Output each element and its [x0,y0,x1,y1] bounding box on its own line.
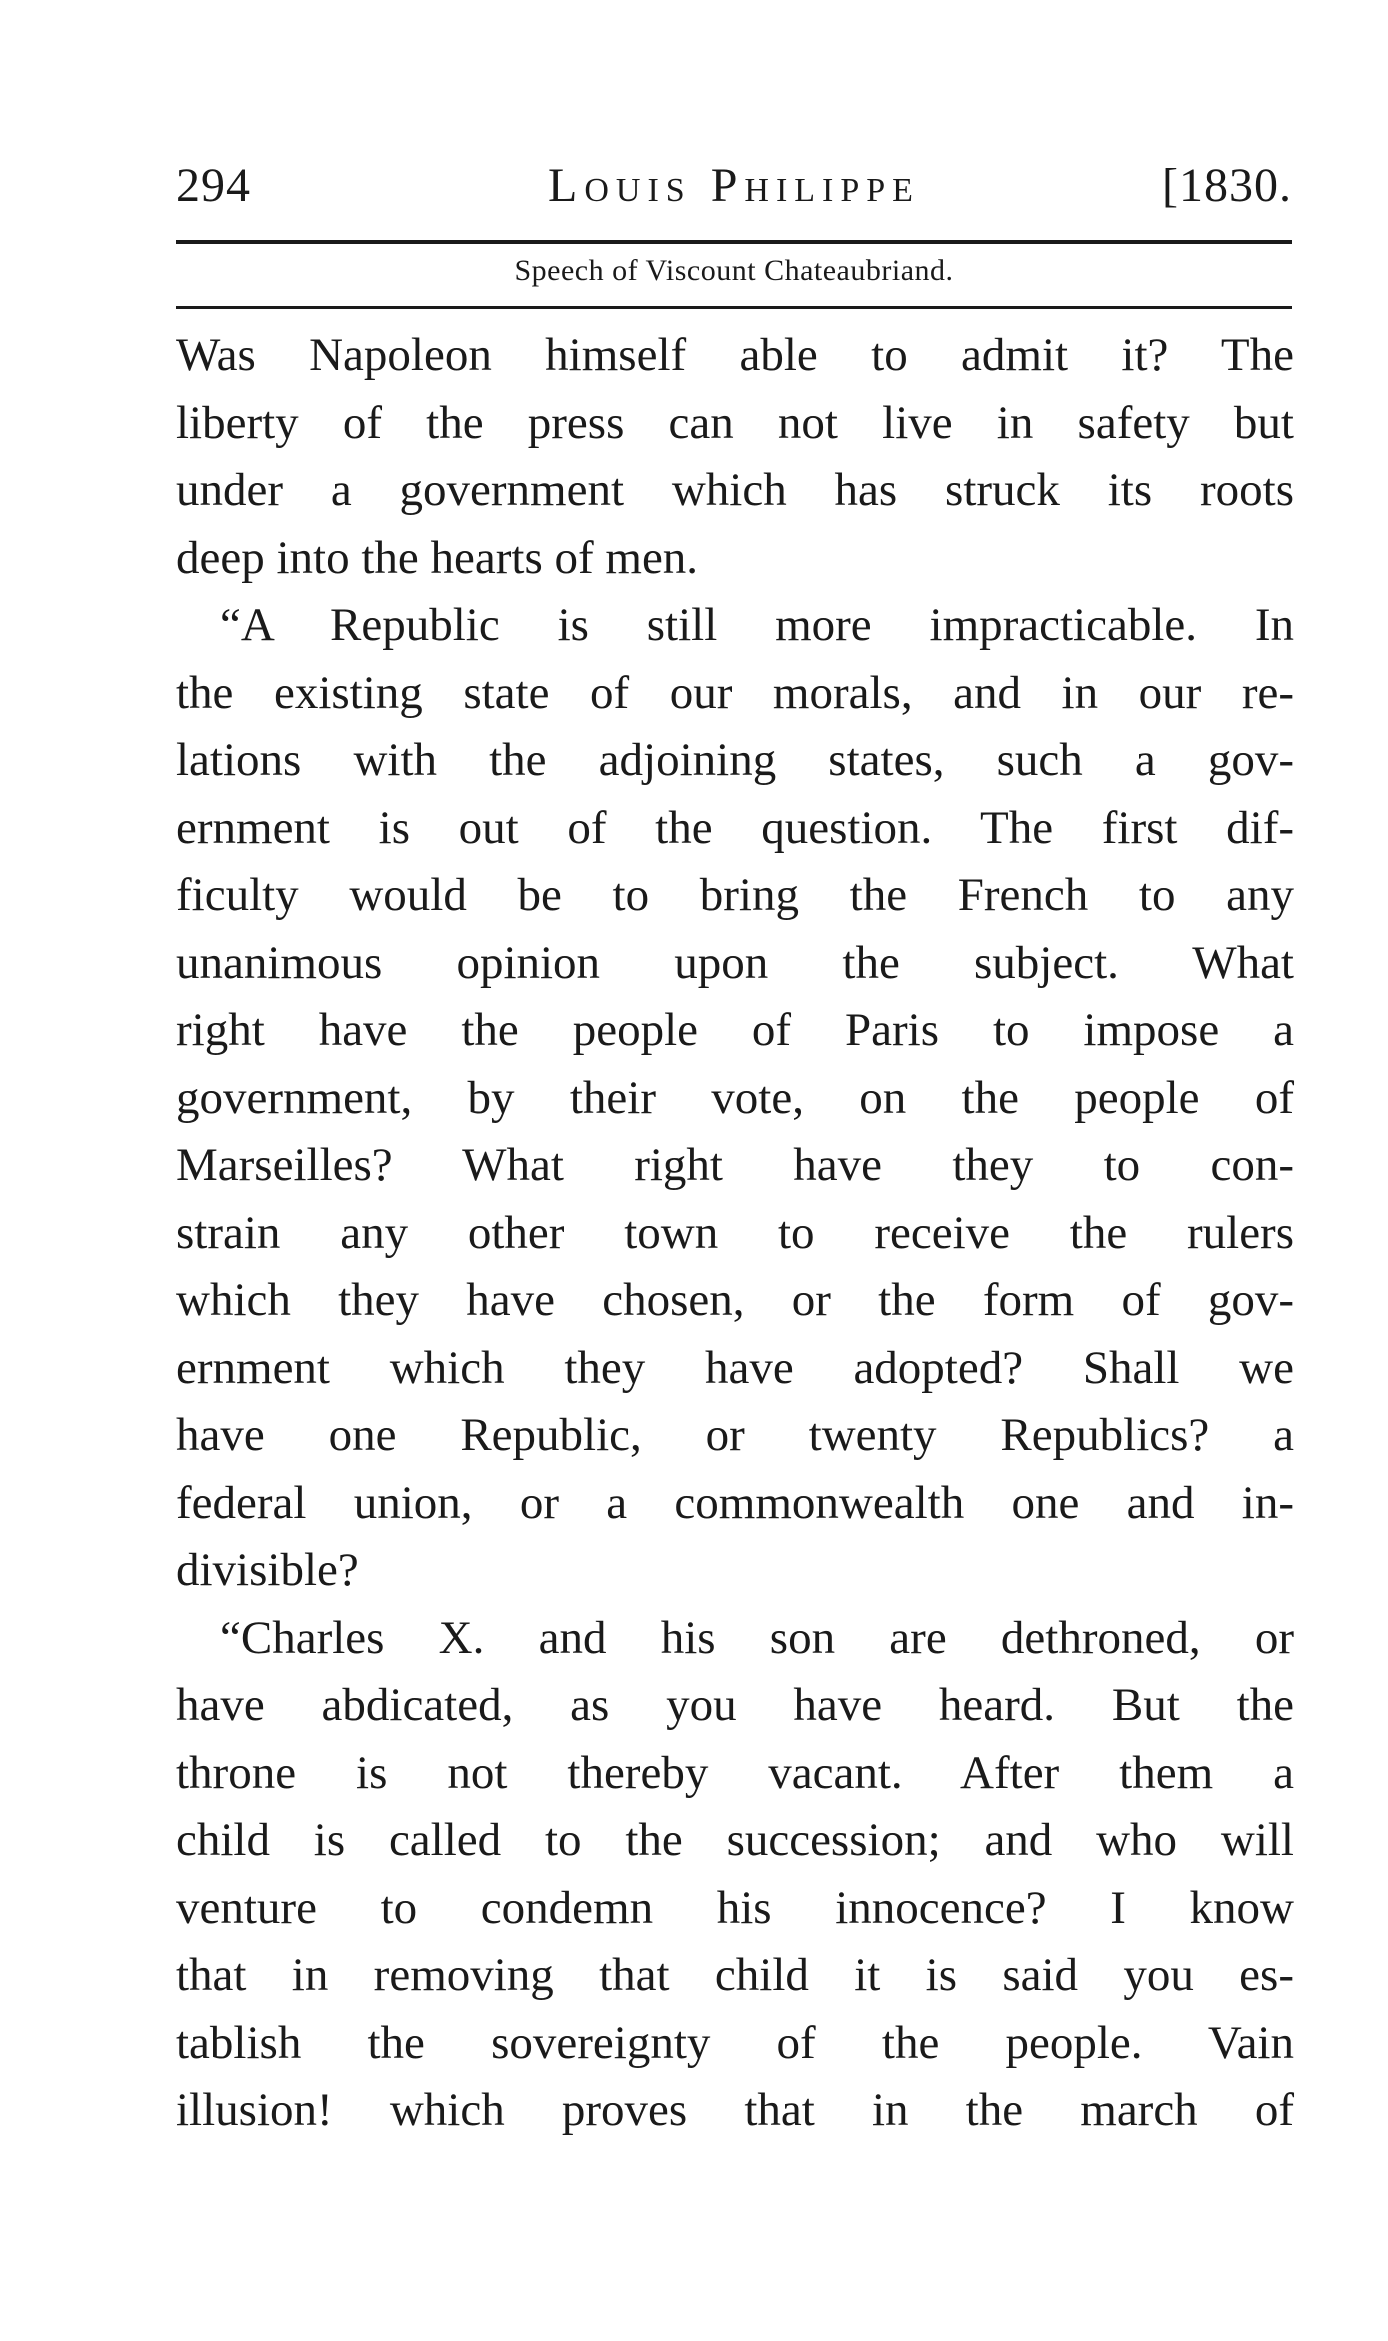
text-line: throne is not thereby vacant. After them a [176,1746,1294,1799]
text-line: strain any other town to receive the rulers [176,1206,1294,1259]
text-line: Was Napoleon himself able to admit it? The [176,329,1294,381]
header-rule-top [176,240,1292,244]
text-line: have abdicated, as you have heard. But the [176,1679,1294,1731]
text-line: “A Republic is still more impracticable. In [220,599,1294,651]
text-line: Marseilles? What right have they to con- [176,1139,1294,1191]
text-line: unanimous opinion upon the subject. What [176,936,1294,989]
body-text [176,322,1294,2145]
text-line: which they have chosen, or the form of gov- [176,1274,1294,1326]
text-line: lations with the adjoining states, such a gov- [176,734,1294,786]
text-line: that in removing that child it is said you es- [176,1949,1294,2001]
text-line: tablish the sovereignty of the people. Vain [176,2016,1294,2069]
text-line: ernment is out of the question. The first dif- [176,801,1294,854]
text-line: ernment which they have adopted? Shall we [176,1341,1294,1394]
text-line: liberty of the press can not live in safety but [176,396,1294,449]
text-line: “Charles X. and his son are dethroned, or [220,1611,1294,1664]
year-marker: [1830. [1162,159,1292,212]
text-line: right have the people of Paris to impose a [176,1004,1294,1056]
text-line: illusion! which proves that in the march of [176,2084,1294,2136]
text-line: ficulty would be to bring the French to any [176,869,1294,921]
section-subheading: Speech of Viscount Chateaubriand. [514,254,954,287]
text-line: the existing state of our morals, and in our re- [176,666,1294,719]
text-line: venture to condemn his innocence? I know [176,1881,1294,1934]
text-line: divisible? [176,1544,359,1596]
running-title: Louis Philippe [548,159,920,212]
running-head [176,148,1292,218]
text-line: government, by their vote, on the people of [176,1071,1294,1124]
text-line: under a government which has struck its roots [176,464,1294,516]
page-number: 294 [176,159,251,212]
header-rule-bottom [176,306,1292,309]
text-line: have one Republic, or twenty Republics? a [176,1409,1294,1461]
text-line: deep into the hearts of men. [176,531,699,584]
text-line: child is called to the succession; and who will [176,1814,1294,1866]
text-line: federal union, or a commonwealth one and in- [176,1476,1294,1529]
